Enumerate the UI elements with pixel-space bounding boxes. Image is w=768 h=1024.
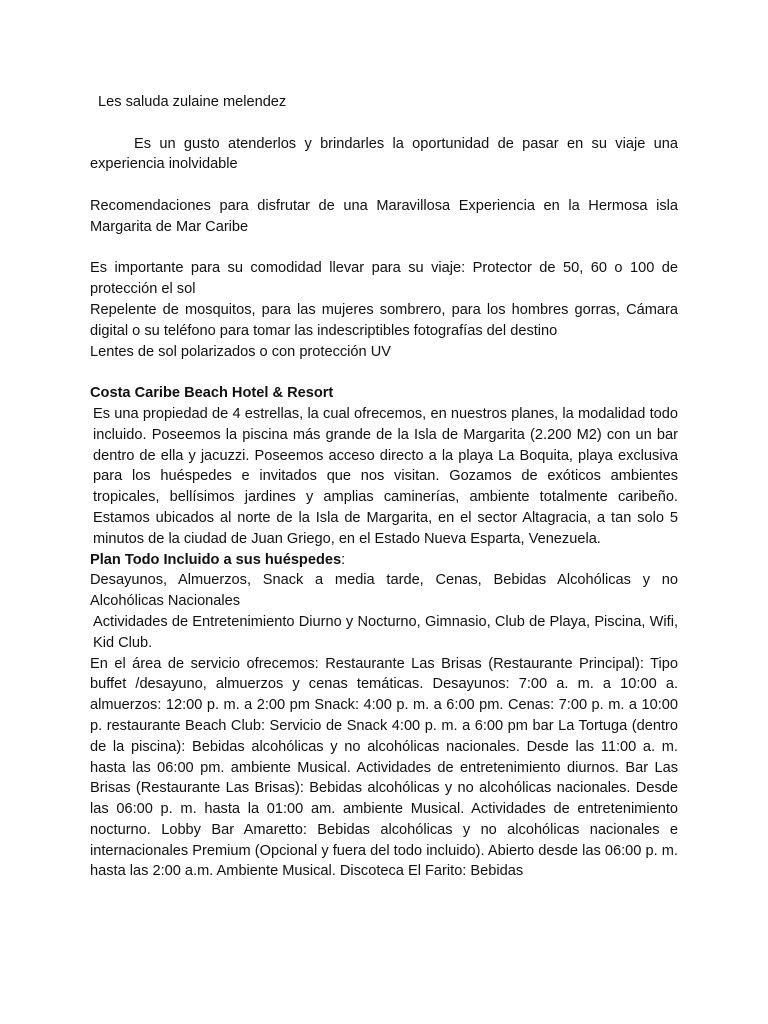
- intro-paragraph: Es un gusto atenderlos y brindarles la oportunidad de pasar en su viaje una experiencia inolvidable: [90, 135, 678, 173]
- recommendations-paragraph: Recomendaciones para disfrutar de una Maravillosa Experiencia en la Hermosa isla Margarita de Mar Caribe: [90, 197, 678, 235]
- hotel-description: Es una propiedad de 4 estrellas, la cual ofrecemos, en nuestros planes, la modalidad todo incluido. Poseemos la piscina más grande de la Isla de Margarita (2.200 M2) con un bar dentro de ella y jacuzzi. Poseemos acceso directo a la playa La Boquita, playa exclusiva para los huéspedes e invitados que nos visitan. Gozamos de exóticos ambientes tropicales, bellísimos jardines y amplias caminerías, ambiente totalmente caribeño. Estamos ubicados al norte de la Isla de Margarita, en el sector Altagracia, a tan solo 5 minutos de la ciudad de Juan Griego, en el Estado Nueva Esparta, Venezuela.: [93, 405, 678, 547]
- plan-services: En el área de servicio ofrecemos: Restaurante Las Brisas (Restaurante Principal): Tipo buffet /desayuno, almuerzos y cenas temáticas. Desayunos: 7:00 a. m. a 10:00 a. almuerzos: 12:00 p. m. a 2:00 pm Snack: 4:00 p. m. a 6:00 pm. Cenas: 7:00 p. m. a 10:00 p. restaurante Beach Club: Servicio de Snack 4:00 p. m. a 6:00 pm bar La Tortuga (dentro de la piscina): Bebidas alcohólicas y no alcohólicas nacionales. Desde las 11:00 a. m. hasta las 06:00 pm. ambiente Musical. Actividades de entretenimiento diurnos. Bar Las Brisas (Restaurante Las Brisas): Bebidas alcohólicas y no alcohólicas nacionales. Desde las 06:00 p. m. hasta la 01:00 am. ambiente Musical. Actividades de entretenimiento nocturno. Lobby Bar Amaretto: Bebidas alcohólicas y no alcohólicas nacionales e internacionales Premium (Opcional y fuera del todo incluido). Abierto desde las 06:00 p. m. hasta las 2:00 a.m. Ambiente Musical. Discoteca El Farito: Bebidas: [90, 655, 678, 880]
- document-page: [90, 92, 678, 882]
- spacer: [90, 175, 678, 196]
- greeting-line: Les saluda zulaine melendez: [98, 94, 287, 110]
- spacer: [90, 113, 678, 134]
- plan-heading-line: [90, 550, 678, 571]
- packing-line-repellent: Repelente de mosquitos, para las mujeres sombrero, para los hombres gorras, Cámara digital o su teléfono para tomar las indescriptibles fotografías del destino: [90, 301, 678, 339]
- plan-activities: Actividades de Entretenimiento Diurno y Nocturno, Gimnasio, Club de Playa, Piscina, Wifi, Kid Club.: [93, 613, 678, 651]
- packing-line-sunglasses: Lentes de sol polarizados o con protección UV: [90, 343, 391, 360]
- plan-heading: Plan Todo Incluido a sus huéspedes: [90, 551, 342, 568]
- spacer: [90, 238, 678, 259]
- plan-heading-colon: :: [341, 551, 346, 568]
- packing-line-sunscreen: Es importante para su comodidad llevar para su viaje: Protector de 50, 60 o 100 de protección el sol: [90, 260, 678, 298]
- spacer: [90, 362, 678, 383]
- plan-meals: Desayunos, Almuerzos, Snack a media tarde, Cenas, Bebidas Alcohólicas y no Alcohólicas Nacionales: [90, 572, 678, 610]
- hotel-name-heading: Costa Caribe Beach Hotel & Resort: [90, 385, 334, 402]
